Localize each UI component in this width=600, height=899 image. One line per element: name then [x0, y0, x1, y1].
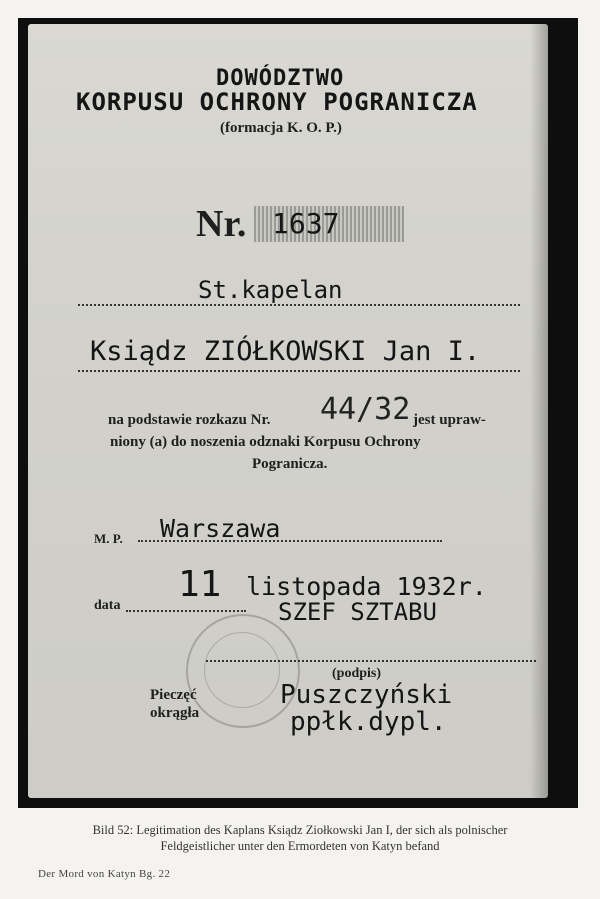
- rank-value: St.kapelan: [198, 276, 343, 304]
- formation-label: (formacja K. O. P.): [220, 120, 342, 136]
- date-label: data: [94, 598, 121, 613]
- date-day: 11: [178, 564, 222, 605]
- place-label: M. P.: [94, 531, 123, 546]
- order-text-suffix: jest upraw-: [413, 412, 486, 428]
- order-text-line2: niony (a) do noszenia odznaki Korpusu Ochrony: [110, 434, 421, 450]
- signature-name: Puszczyński: [280, 680, 453, 710]
- page-footer: Der Mord von Katyn Bg. 22: [38, 868, 171, 880]
- figure-caption: [30, 822, 570, 854]
- order-number: 44/32: [320, 392, 411, 427]
- number-value: 1637: [254, 206, 404, 242]
- heading-corps: KORPUSU OCHRONY POGRANICZA: [76, 88, 478, 116]
- id-card: [28, 24, 548, 798]
- caption-line1: Bild 52: Legitimation des Kaplans Ksiądz Ziołkowski Jan I, der sich als polnischer: [92, 823, 508, 837]
- name-value: Ksiądz ZIÓŁKOWSKI Jan I.: [90, 336, 481, 367]
- order-text-prefix: na podstawie rozkazu Nr.: [108, 412, 271, 428]
- caption-line2: Feldgeistlicher unter den Ermordeten von Katyn befand: [160, 839, 440, 853]
- seal-label-line2: okrągła: [150, 705, 200, 721]
- date-value: listopada 1932r.: [246, 572, 487, 601]
- signature-rank: ppłk.dypl.: [290, 707, 447, 737]
- signature-label: (podpis): [332, 666, 382, 681]
- heading-command: DOWÓDZTWO: [216, 66, 345, 91]
- order-text-line3: Pogranicza.: [252, 456, 328, 472]
- place-value: Warszawa: [160, 514, 281, 543]
- chief-title: SZEF SZTABU: [278, 598, 437, 626]
- signature-dotted-line: [206, 650, 536, 662]
- round-seal-inner: [204, 632, 280, 708]
- number-label: Nr.: [196, 203, 247, 245]
- seal-label-line1: Pieczęć: [150, 687, 197, 703]
- document-photo: [18, 18, 578, 808]
